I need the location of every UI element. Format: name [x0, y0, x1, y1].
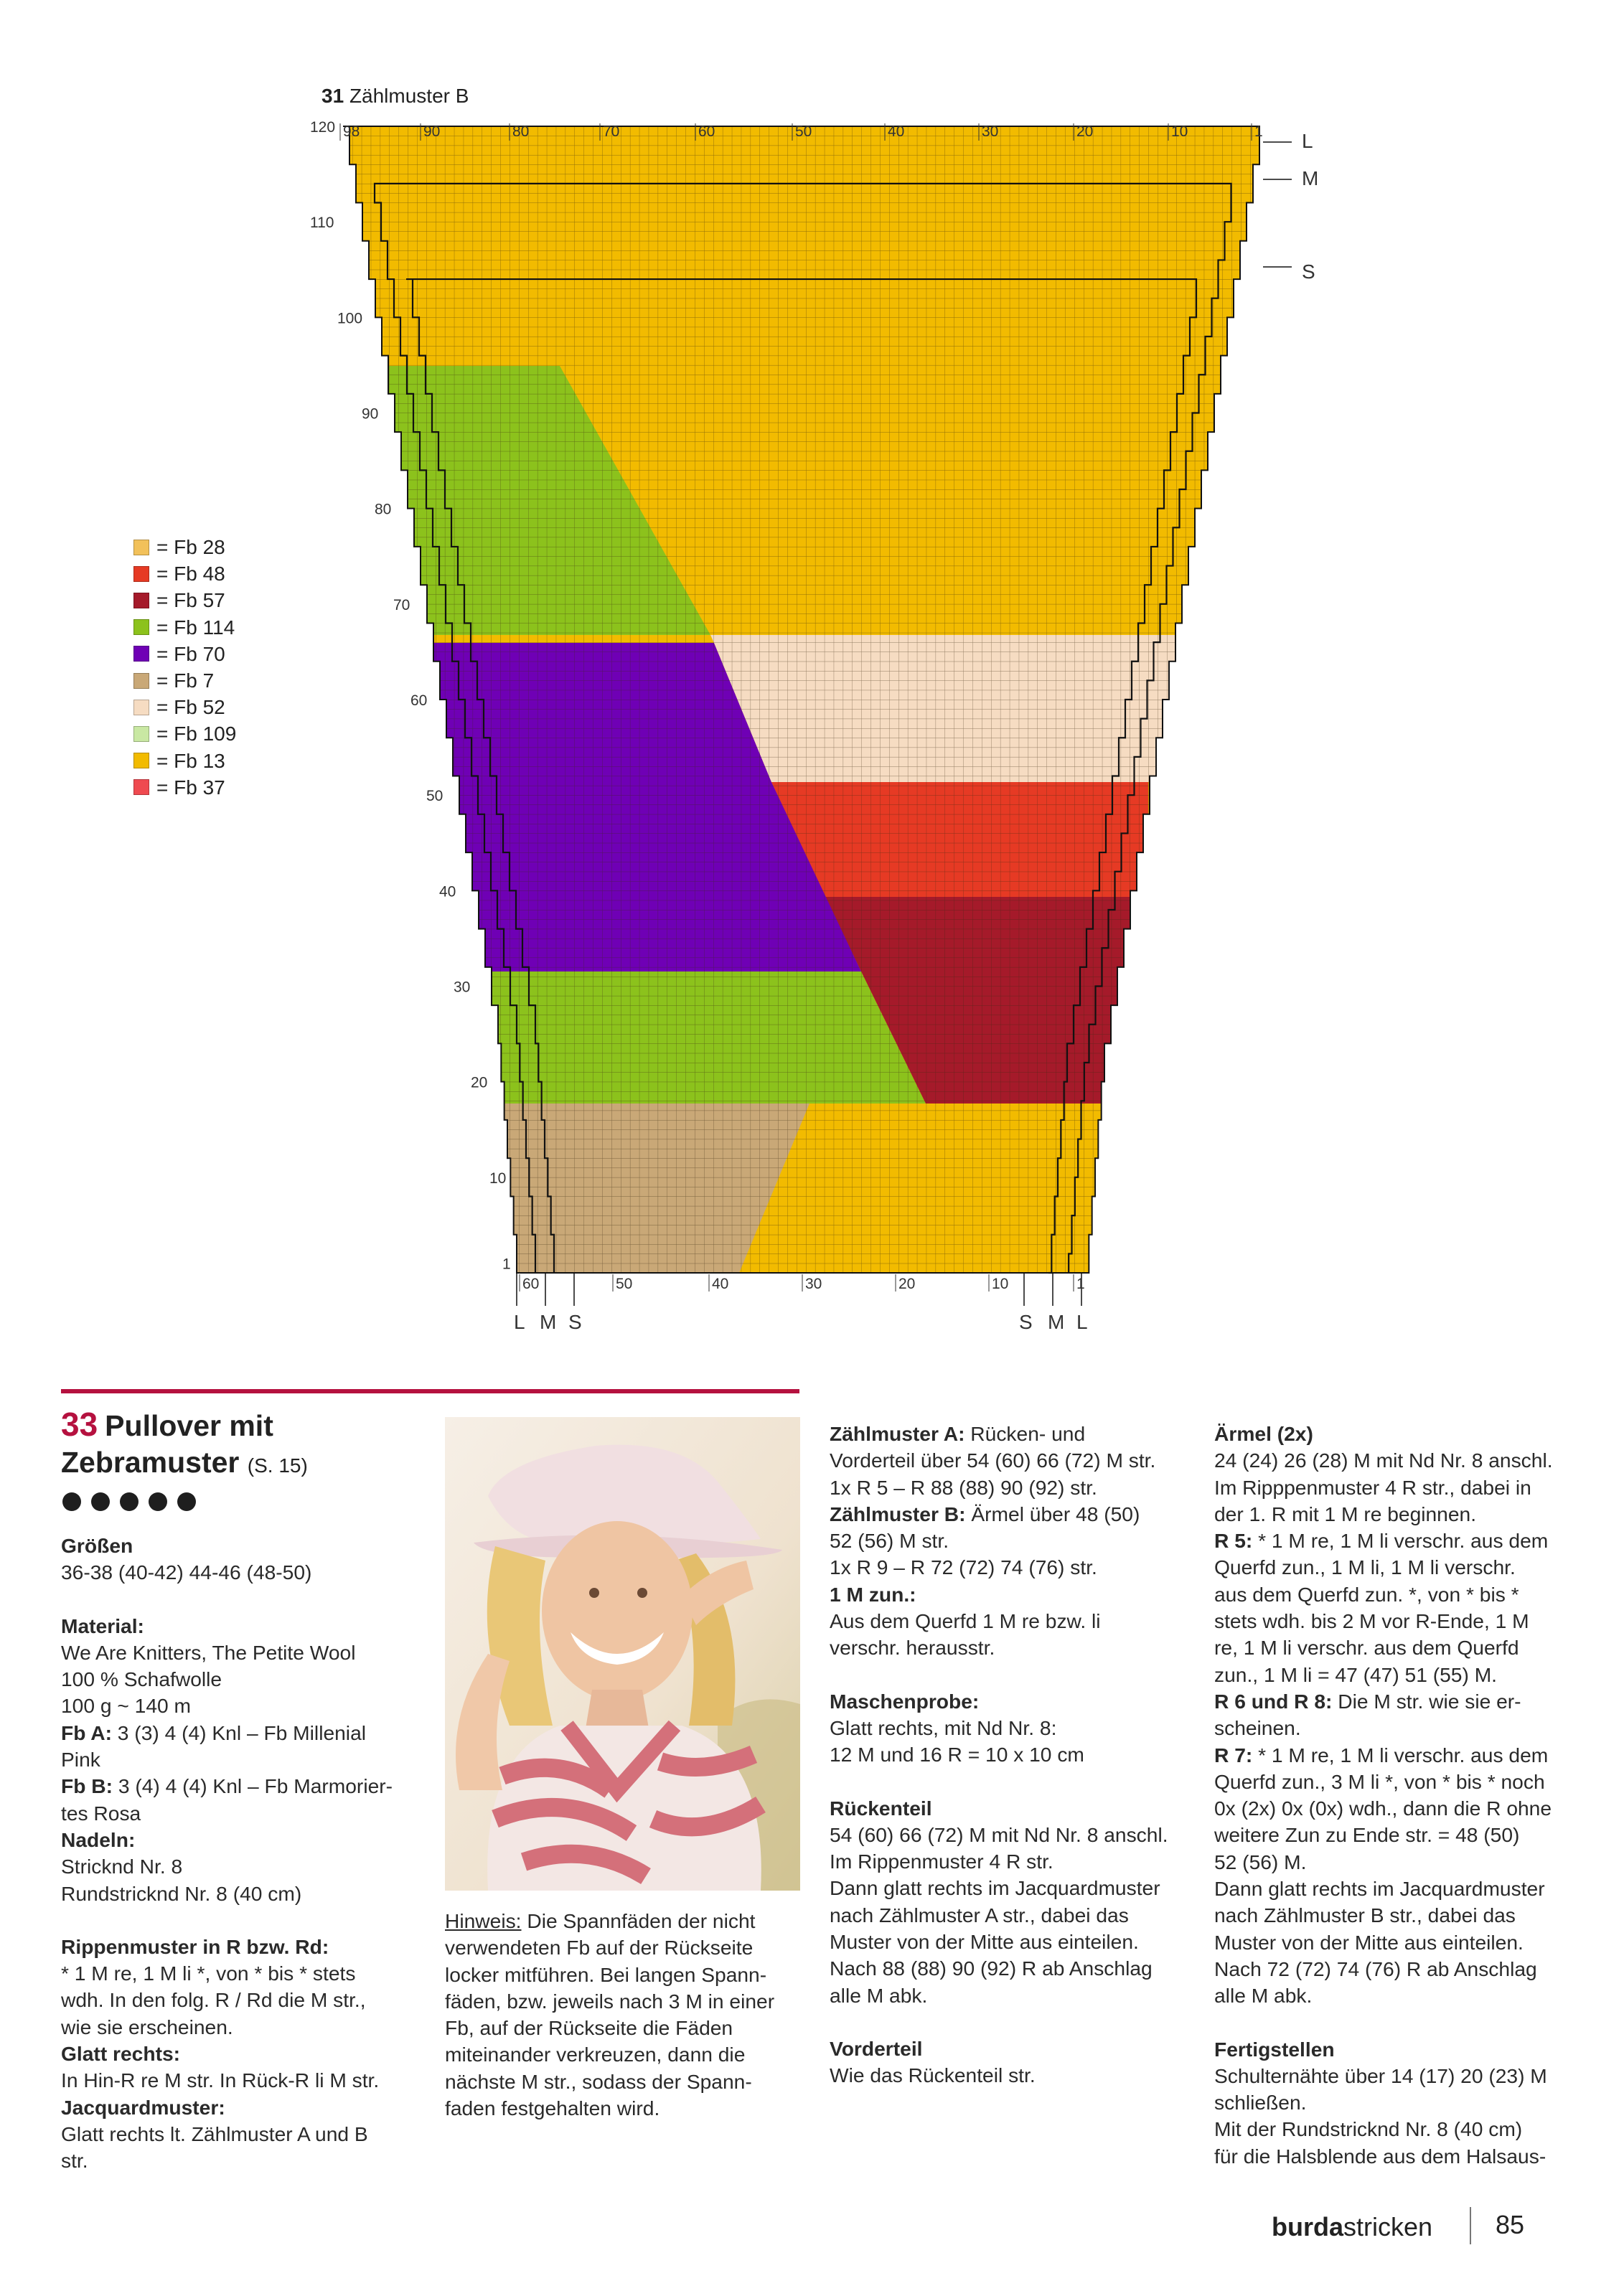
column-3 — [830, 1421, 1203, 2089]
legend-label: = Fb 48 — [156, 563, 225, 585]
text: We Are Knitters, The Petite Wool — [61, 1640, 356, 1664]
size-label: M — [540, 1311, 557, 1333]
difficulty-dot — [120, 1492, 139, 1511]
text: 54 (60) 66 (72) M mit Nd Nr. 8 anschl. — [830, 1822, 1168, 1846]
legend-label: = Fb 70 — [156, 642, 225, 665]
text: R 5: * 1 M re, 1 M li verschr. aus dem — [1214, 1529, 1549, 1553]
text: Pink — [61, 1748, 100, 1772]
text: Zählmuster B: Ärmel über 48 (50) — [830, 1502, 1140, 1525]
row-scale-label: 70 — [393, 596, 410, 613]
legend-label: = Fb 7 — [156, 669, 215, 692]
text: Fb A: 3 (3) 4 (4) Knl – Fb Millenial — [61, 1721, 367, 1744]
text: Zählmuster A: Rücken- und — [830, 1422, 1086, 1445]
text: Muster von der Mitte aus einteilen. — [1214, 1930, 1524, 1954]
row-scale-label: 120 — [310, 119, 336, 136]
legend-item — [133, 587, 236, 613]
row-scale-label: 1 — [502, 1256, 511, 1273]
text: Dann glatt rechts im Jacquardmuster — [1214, 1877, 1545, 1901]
text: für die Halsblende aus dem Halsaus- — [1214, 2144, 1546, 2168]
text: verwendeten Fb auf der Rückseite — [445, 1936, 754, 1959]
heading-glatt-rechts: Glatt rechts: — [61, 2042, 181, 2066]
row-scale-label: 90 — [362, 405, 379, 423]
top-scale-label: 30 — [982, 123, 999, 140]
top-scale-label: 60 — [698, 123, 715, 140]
text: aus dem Querfd zun. *, von * bis * — [1214, 1582, 1519, 1606]
text: str. — [61, 2149, 88, 2173]
text: Nach 72 (72) 74 (76) R ab Anschlag — [1214, 1957, 1537, 1980]
row-scale-label: 10 — [489, 1170, 507, 1187]
row-scale-label: 30 — [454, 979, 471, 996]
text: Wie das Rückenteil str. — [830, 2064, 1036, 2087]
top-scale-label: 90 — [423, 123, 441, 140]
difficulty-dot — [91, 1492, 110, 1511]
legend-item — [133, 641, 236, 667]
heading-vorderteil: Vorderteil — [830, 2036, 923, 2060]
text: nach Zählmuster A str., dabei das — [830, 1903, 1129, 1926]
text: nach Zählmuster B str., dabei das — [1214, 1904, 1516, 1927]
text: verschr. herausstr. — [830, 1636, 995, 1660]
bottom-scale-label: 20 — [898, 1276, 916, 1292]
text: Vorderteil über 54 (60) 66 (72) M str. — [830, 1449, 1156, 1472]
legend-item — [133, 614, 236, 641]
heading-groessen: Größen — [61, 1534, 133, 1557]
row-scale-label: 20 — [471, 1074, 488, 1091]
row-scale-label: 60 — [410, 692, 428, 709]
text: wie sie erscheinen. — [61, 2015, 233, 2038]
heading-zunahme: 1 M zun.: — [830, 1582, 916, 1606]
text: Rundstricknd Nr. 8 (40 cm) — [61, 1881, 302, 1905]
heading-rippenmuster: Rippenmuster in R bzw. Rd: — [61, 1934, 329, 1958]
text: In Hin-R re M str. In Rück-R li M str. — [61, 2069, 380, 2092]
text: tes Rosa — [61, 1801, 141, 1825]
magazine-brand: burdastricken — [1272, 2212, 1433, 2241]
legend-label: = Fb 109 — [156, 723, 237, 745]
text: Fb, auf der Rückseite die Fäden — [445, 2016, 733, 2040]
top-scale-label: 1 — [1254, 123, 1263, 140]
text: Nach 88 (88) 90 (92) R ab Anschlag — [830, 1957, 1153, 1980]
text: 1x R 9 – R 72 (72) 74 (76) str. — [830, 1556, 1097, 1579]
heading-material: Material: — [61, 1614, 144, 1637]
text: 52 (56) M str. — [830, 1529, 949, 1553]
text: miteinander verkreuzen, dann die — [445, 2043, 746, 2066]
text: nächste M str., sodass der Spann- — [445, 2069, 752, 2093]
row-scale-label: 50 — [426, 788, 443, 805]
photo-illustration — [445, 1417, 800, 1891]
size-label: M — [1302, 167, 1319, 189]
text: * 1 M re, 1 M li *, von * bis * stets — [61, 1962, 356, 1985]
text: Schulternähte über 14 (17) 20 (23) M — [1214, 2064, 1547, 2087]
heading-nadeln: Nadeln: — [61, 1827, 136, 1851]
text: 52 (56) M. — [1214, 1850, 1307, 1873]
legend-swatch — [133, 726, 149, 742]
column-1 — [61, 1533, 420, 2175]
text: R 7: * 1 M re, 1 M li verschr. aus dem — [1214, 1743, 1549, 1766]
text: 100 g ~ 140 m — [61, 1694, 192, 1718]
legend-swatch — [133, 753, 149, 768]
text: stets wdh. bis 2 M vor R-Ende, 1 M — [1214, 1609, 1529, 1633]
text: Im Rippenmuster 4 R str. — [830, 1850, 1053, 1873]
heading-rueckenteil: Rückenteil — [830, 1796, 932, 1820]
legend-item — [133, 667, 236, 694]
size-label: L — [1076, 1311, 1088, 1333]
top-scale-label: 98 — [343, 123, 360, 140]
row-scale-label: 100 — [337, 310, 363, 327]
text: Hinweis: Die Spannfäden der nicht — [445, 1909, 756, 1932]
text: Glatt rechts, mit Nd Nr. 8: — [830, 1716, 1057, 1739]
bottom-scale-label: 10 — [992, 1276, 1009, 1292]
text: weitere Zun zu Ende str. = 48 (50) — [1214, 1823, 1520, 1847]
bottom-scale-label: 1 — [1076, 1276, 1085, 1292]
text: der 1. R mit 1 M re beginnen. — [1214, 1502, 1477, 1525]
text: zun., 1 M li = 47 (47) 51 (55) M. — [1214, 1662, 1498, 1686]
text: schließen. — [1214, 2091, 1307, 2114]
legend-swatch — [133, 566, 149, 582]
legend-item — [133, 534, 236, 560]
heading-jacquardmuster: Jacquardmuster: — [61, 2095, 225, 2119]
text: 36-38 (40-42) 44-46 (48-50) — [61, 1561, 312, 1584]
size-label: L — [514, 1311, 525, 1333]
text: locker mitführen. Bei langen Spann- — [445, 1962, 767, 1986]
legend-swatch — [133, 700, 149, 715]
top-scale-label: 70 — [603, 123, 620, 140]
text: 24 (24) 26 (28) M mit Nd Nr. 8 anschl. — [1214, 1449, 1553, 1472]
model-photo — [445, 1417, 800, 1891]
text: faden festgehalten wird. — [445, 2097, 660, 2120]
text: fäden, bzw. jeweils nach 3 M in einer — [445, 1989, 775, 2013]
text: 1x R 5 – R 88 (88) 90 (92) str. — [830, 1475, 1097, 1499]
text: wdh. In den folg. R / Rd die M str., — [61, 1988, 366, 2012]
section-rule — [61, 1389, 799, 1393]
legend-item — [133, 720, 236, 747]
text: Mit der Rundstricknd Nr. 8 (40 cm) — [1214, 2117, 1523, 2141]
size-label: M — [1048, 1311, 1065, 1333]
heading-fertigstellen: Fertigstellen — [1214, 2037, 1335, 2061]
difficulty-rating — [62, 1492, 196, 1511]
legend-item — [133, 774, 236, 801]
legend-label: = Fb 13 — [156, 749, 225, 772]
text: Muster von der Mitte aus einteilen. — [830, 1930, 1139, 1954]
legend-item — [133, 748, 236, 774]
text: R 6 und R 8: Die M str. wie sie er- — [1214, 1689, 1521, 1713]
size-label: S — [568, 1311, 582, 1333]
difficulty-dot — [149, 1492, 167, 1511]
legend-swatch — [133, 673, 149, 689]
difficulty-dot — [62, 1492, 81, 1511]
text: 0x (2x) 0x (0x) wdh., dann die R ohne — [1214, 1797, 1552, 1820]
text: Querfd zun., 3 M li *, von * bis * noch — [1214, 1769, 1545, 1793]
text: 12 M und 16 R = 10 x 10 cm — [830, 1743, 1084, 1766]
legend-label: = Fb 57 — [156, 589, 225, 612]
column-4 — [1214, 1421, 1602, 2170]
top-scale-label: 80 — [512, 123, 530, 140]
text: Fb B: 3 (4) 4 (4) Knl – Fb Marmorier- — [61, 1774, 393, 1798]
size-label: S — [1019, 1311, 1033, 1333]
legend-swatch — [133, 540, 149, 555]
bottom-scale-label: 30 — [805, 1276, 822, 1292]
top-scale-label: 50 — [795, 123, 812, 140]
text: 100 % Schafwolle — [61, 1667, 222, 1691]
top-scale-label: 20 — [1076, 123, 1094, 140]
text: Querfd zun., 1 M li, 1 M li verschr. — [1214, 1556, 1516, 1579]
text: Im Ripppenmuster 4 R str., dabei in — [1214, 1475, 1531, 1499]
text: Stricknd Nr. 8 — [61, 1855, 183, 1878]
legend-label: = Fb 114 — [156, 616, 235, 639]
top-scale-label: 40 — [888, 123, 905, 140]
column-2 — [445, 1908, 804, 2122]
bottom-scale-label: 40 — [712, 1276, 729, 1292]
text: Glatt rechts lt. Zählmuster A und B — [61, 2122, 368, 2145]
heading-aermel: Ärmel (2x) — [1214, 1422, 1313, 1445]
legend-swatch — [133, 779, 149, 795]
top-scale-label: 10 — [1171, 123, 1188, 140]
bottom-scale-label: 60 — [522, 1276, 540, 1292]
text: scheinen. — [1214, 1716, 1301, 1740]
article-title: 33 Pullover mit Zebramuster (S. 15) — [61, 1406, 308, 1479]
color-legend — [133, 534, 236, 801]
legend-label: = Fb 52 — [156, 696, 225, 719]
legend-label: = Fb 37 — [156, 776, 225, 799]
row-scale-label: 110 — [310, 215, 334, 232]
legend-swatch — [133, 593, 149, 608]
figure-title: 31 Zählmuster B — [321, 85, 469, 107]
text: alle M abk. — [830, 1983, 928, 2007]
legend-swatch — [133, 619, 149, 635]
page-number: 85 — [1496, 2210, 1525, 2239]
legend-item — [133, 560, 236, 587]
size-label: S — [1302, 260, 1315, 283]
bottom-scale-label: 50 — [616, 1276, 633, 1292]
heading-maschenprobe: Maschenprobe: — [830, 1689, 980, 1713]
footer-divider — [1470, 2207, 1471, 2244]
text: Aus dem Querfd 1 M re bzw. li — [830, 1609, 1101, 1633]
size-label: L — [1302, 130, 1313, 152]
legend-item — [133, 694, 236, 720]
row-scale-label: 80 — [375, 501, 392, 518]
text: re, 1 M li verschr. aus dem Querfd — [1214, 1636, 1519, 1660]
legend-swatch — [133, 646, 149, 662]
row-scale-label: 40 — [439, 883, 456, 900]
legend-label: = Fb 28 — [156, 536, 225, 558]
text: Dann glatt rechts im Jacquardmuster — [830, 1876, 1160, 1900]
text: alle M abk. — [1214, 1984, 1313, 2008]
difficulty-dot — [177, 1492, 196, 1511]
